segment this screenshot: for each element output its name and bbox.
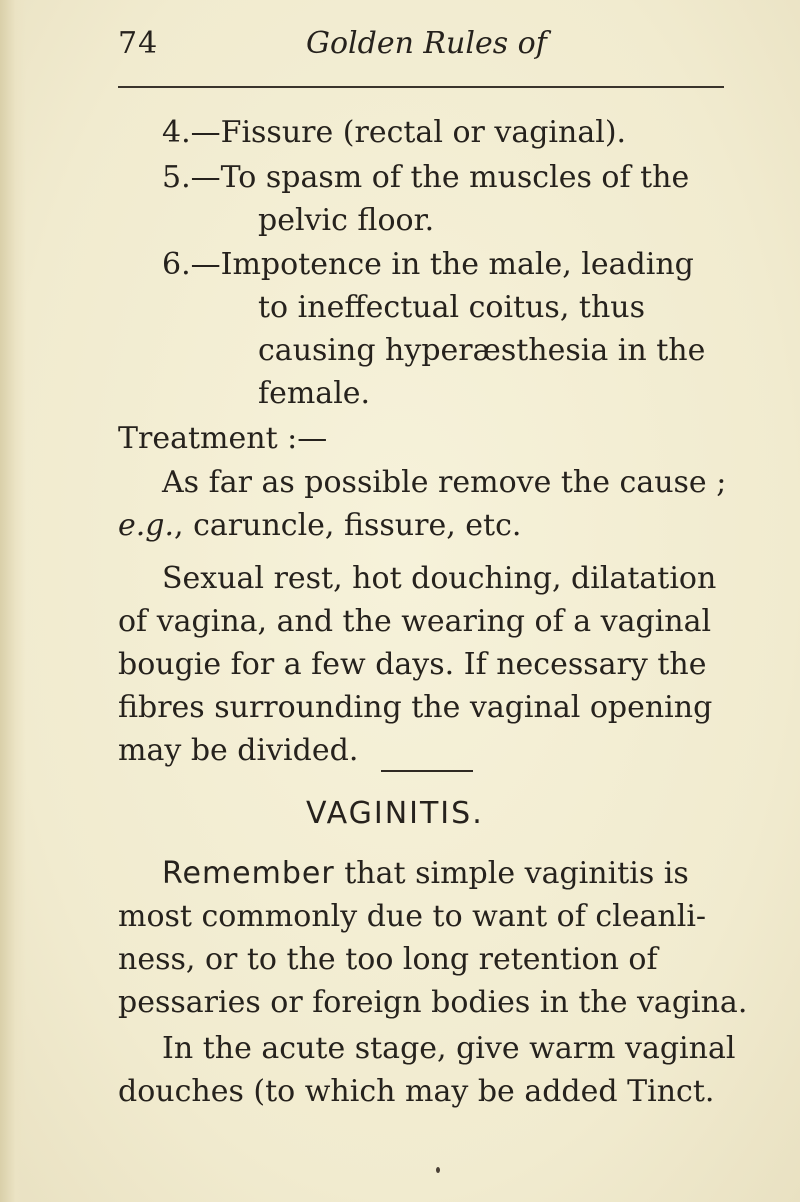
treatment-para2-line4: fibres surrounding the vaginal opening	[118, 690, 713, 725]
list-item-6: 6.—Impotence in the male, leading	[162, 247, 694, 282]
section-divider	[381, 770, 473, 772]
treatment-para2-line2: of vagina, and the wearing of a vaginal	[118, 604, 712, 639]
vaginitis-para1-line2: most commonly due to want of cleanli-	[118, 899, 707, 934]
treatment-para2-line3: bougie for a few days. If necessary the	[118, 647, 707, 682]
ink-speck	[436, 1167, 440, 1173]
treatment-para2-line1: Sexual rest, hot douching, dilatation	[162, 561, 717, 596]
page-number: 74	[118, 26, 159, 61]
treatment-para2-line5: may be divided.	[118, 733, 359, 768]
vaginitis-first-word: Remember	[162, 856, 335, 891]
vaginitis-para1-line1	[162, 853, 689, 894]
vaginitis-para2-line2: douches (to which may be added Tinct.	[118, 1074, 715, 1109]
section-heading: VAGINITIS.	[306, 796, 484, 831]
eg-abbreviation: e.g.	[118, 508, 175, 543]
treatment-para1-line2-text: , caruncle, fissure, etc.	[174, 508, 522, 543]
list-item-4: 4.—Fissure (rectal or vaginal).	[162, 115, 627, 150]
list-item-5: 5.—To spasm of the muscles of the	[162, 160, 690, 195]
list-item-5-continuation: pelvic floor.	[258, 203, 435, 238]
list-item-6-continuation-1: to ineffectual coitus, thus	[258, 290, 645, 325]
running-title: Golden Rules of	[306, 26, 547, 61]
vaginitis-para1-line4: pessaries or foreign bodies in the vagina.	[118, 985, 748, 1020]
treatment-para1-line1: As far as possible remove the cause ;	[162, 465, 727, 500]
vaginitis-para1-line1-text: that simple vaginitis is	[334, 856, 689, 891]
header-rule	[118, 86, 724, 88]
running-header	[118, 26, 728, 72]
list-item-6-continuation-3: female.	[258, 376, 371, 411]
vaginitis-para1-line3: ness, or to the too long retention of	[118, 942, 658, 977]
treatment-heading: Treatment :—	[118, 421, 328, 456]
vaginitis-para2-line1: In the acute stage, give warm vaginal	[162, 1031, 736, 1066]
list-item-6-continuation-2: causing hyperæsthesia in the	[258, 333, 706, 368]
treatment-para1-line2	[118, 505, 521, 546]
page-gutter-shadow	[0, 0, 26, 1202]
